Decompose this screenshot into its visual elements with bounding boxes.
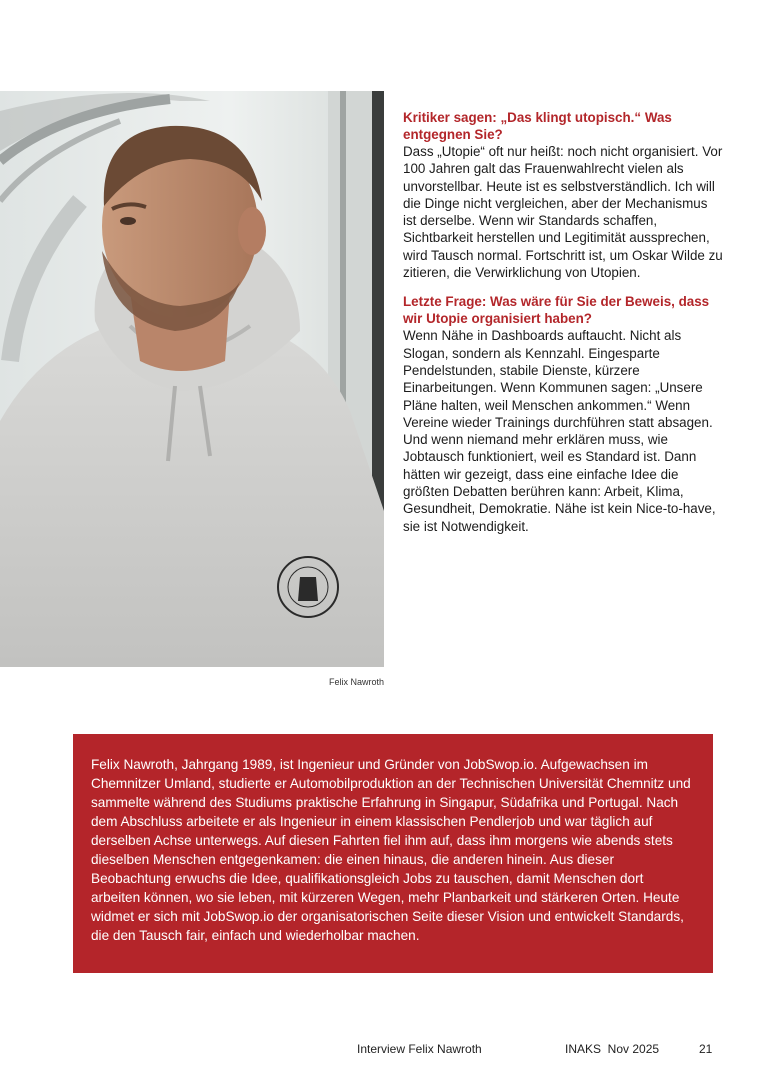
page-number: 21: [699, 1042, 713, 1056]
footer-magazine-issue: INAKS Nov 2025: [565, 1042, 660, 1056]
answer-paragraph: Dass „Utopie“ oft nur heißt: noch nicht organisiert. Vor 100 Jahren galt das Frauenwahlrecht vielen als unvorstellbar. Heute ist es selbstverständlich. Ich will die Dinge nicht vergleichen, aber der Mechanismus ist derselbe. Wenn wir Standards schaffen, Sichtbarkeit herstellen und Legitimität aussprechen, wird Tausch normal. Fortschritt ist, um Oskar Wilde zu zitieren, die Verwirklichung von Utopien.: [403, 144, 723, 281]
photo-caption: Felix Nawroth: [328, 677, 384, 687]
question-heading: Kritiker sagen: „Das klingt utopisch.“ Was entgegnen Sie?: [403, 110, 672, 142]
interview-article: [403, 109, 723, 535]
question-heading: Letzte Frage: Was wäre für Sie der Beweis, dass wir Utopie organisiert haben?: [403, 294, 710, 327]
bio-box: [73, 734, 713, 973]
bio-text: Felix Nawroth, Jahrgang 1989, ist Ingenieur und Gründer von JobSwop.io. Aufgewachsen im Chemnitzer Umland, studierte er Automobilproduktion an der Technischen Universität Chemnitz und sammelte während des Studiums praktische Erfahrung in Singapur, Südafrika und Portugal. Nach dem Abschluss arbeitete er als Ingenieur in einem klassischen Pendlerjob und war täglich auf derselben Achse unterwegs. Auf diesen Fahrten fiel ihm auf, dass ihm morgens wie abends stets dieselben Menschen entgegenkamen: die einen hinaus, die anderen hinein. Aus dieser Beobachtung erwuchs die Idee, qualifikationsgleich Jobs zu tauschen, damit Menschen dort arbeiten können, wo sie leben, mit kürzeren Wegen, mehr Planbarkeit und stärkeren Orten. Heute widmet er sich mit JobSwop.io der organisatorischen Seite dieser Vision und entwickelt Standards, die den Tausch fair, einfach und wiederholbar machen.: [91, 757, 691, 943]
qa-block: [403, 293, 723, 535]
portrait-photo: [0, 91, 384, 667]
answer-paragraph: Wenn Nähe in Dashboards auftaucht. Nicht als Slogan, sondern als Kennzahl. Eingesparte Pendelstunden, stabile Dienste, kürzere Einarbeitungen. Wenn Kommunen sagen: „Unsere Pläne halten, weil Menschen ankommen.“ Wenn Vereine wieder Trainings durchführen statt absagen. Und wenn niemand mehr erklären muss, wie Jobtausch funktioniert, weil es Standard ist. Dann hätten wir gezeigt, dass eine einfache Idee die größten Debatten berühren kann: Arbeit, Klima, Gesundheit, Demokratie. Nähe ist kein Nice-to-have, sie ist Notwendigkeit.: [403, 328, 716, 534]
footer-section-title: Interview Felix Nawroth: [357, 1042, 482, 1056]
qa-block: [403, 109, 723, 281]
